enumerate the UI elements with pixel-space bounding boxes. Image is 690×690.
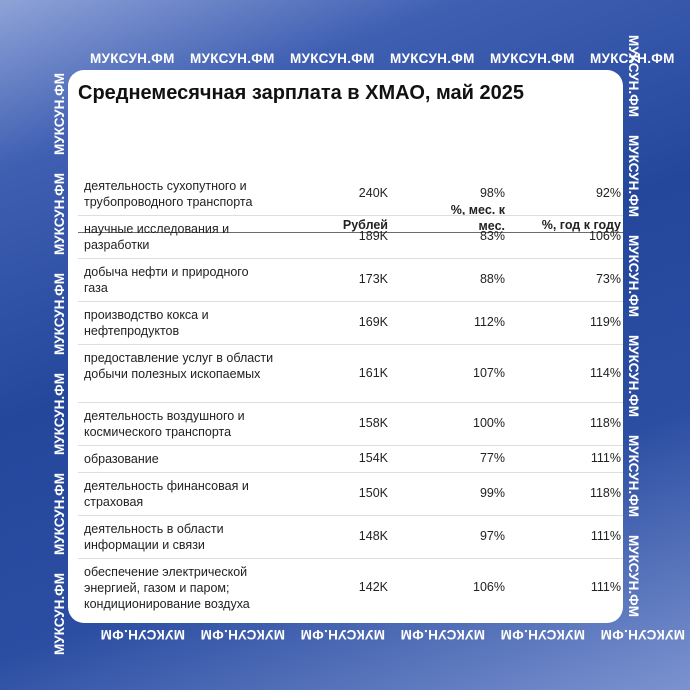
industry-name: добыча нефти и природного газа <box>84 265 249 295</box>
rubles-value: 158K <box>358 416 388 430</box>
mom-value: 77% <box>479 451 505 465</box>
watermark-text: МУКСУН.ФМ <box>52 73 67 155</box>
industry-name: научные исследования и разработки <box>84 222 230 252</box>
rubles-value: 154K <box>358 451 388 465</box>
watermark-text: МУКСУН.ФМ <box>52 473 67 555</box>
watermark-text: МУКСУН.ФМ <box>300 627 385 642</box>
mom-value: 83% <box>479 229 505 243</box>
rubles-value: 161K <box>358 366 388 380</box>
column-header-rubles: Рублей <box>342 218 388 232</box>
watermark-text: МУКСУН.ФМ <box>626 235 641 317</box>
table-row <box>78 473 623 516</box>
watermark-text: МУКСУН.ФМ <box>52 173 67 255</box>
watermark-text: МУКСУН.ФМ <box>590 51 675 66</box>
rubles-value: 189K <box>358 229 388 243</box>
mom-value: 97% <box>479 529 505 543</box>
rubles-value: 148K <box>358 529 388 543</box>
watermark-text: МУКСУН.ФМ <box>626 35 641 117</box>
yoy-value: 118% <box>589 416 621 430</box>
watermark-text: МУКСУН.ФМ <box>100 627 185 642</box>
mom-value: 106% <box>473 580 505 594</box>
mom-value: 107% <box>473 366 505 380</box>
industry-name: образование <box>84 452 159 466</box>
industry-name: предоставление услуг в области добычи полезных ископаемых <box>84 351 274 381</box>
mom-value: 88% <box>479 272 505 286</box>
yoy-value: 118% <box>589 486 621 500</box>
industry-name: деятельность воздушного и космического транспорта <box>84 409 245 439</box>
yoy-value: 106% <box>589 229 621 243</box>
mom-value: 98% <box>479 186 505 200</box>
table-row <box>78 559 623 616</box>
watermark-text: МУКСУН.ФМ <box>52 373 67 455</box>
table-row <box>78 216 623 259</box>
industry-name: деятельность в области информации и связи <box>84 522 224 552</box>
watermark-text: МУКСУН.ФМ <box>626 535 641 617</box>
salary-card <box>68 70 623 623</box>
yoy-value: 114% <box>589 366 621 380</box>
column-header-yoy: %, год к году <box>541 218 621 232</box>
watermark-text: МУКСУН.ФМ <box>626 135 641 217</box>
industry-name: деятельность финансовая и страховая <box>84 479 249 509</box>
watermark-text: МУКСУН.ФМ <box>200 627 285 642</box>
watermark-text: МУКСУН.ФМ <box>490 51 575 66</box>
yoy-value: 92% <box>595 186 621 200</box>
industry-name: деятельность сухопутного и трубопроводного транспорта <box>84 179 253 209</box>
watermark-text: МУКСУН.ФМ <box>90 51 175 66</box>
mom-value: 100% <box>473 416 505 430</box>
yoy-value: 111% <box>590 529 621 543</box>
watermark-text: МУКСУН.ФМ <box>500 627 585 642</box>
watermark-text: МУКСУН.ФМ <box>52 273 67 355</box>
watermark-text: МУКСУН.ФМ <box>390 51 475 66</box>
rubles-value: 150K <box>358 486 388 500</box>
industry-name: обеспечение электрической энергией, газом и паром; кондиционирование воздуха <box>84 565 250 611</box>
table-row <box>78 403 623 446</box>
column-header-mom: %, мес. к мес. <box>450 203 505 233</box>
table-row <box>78 302 623 345</box>
watermark-text: МУКСУН.ФМ <box>52 573 67 655</box>
page-title: Среднемесячная зарплата в ХМАО, май 2025 <box>78 82 525 104</box>
rubles-value: 173K <box>358 272 388 286</box>
rubles-value: 142K <box>358 580 388 594</box>
yoy-value: 119% <box>589 315 621 329</box>
rubles-value: 240K <box>358 186 388 200</box>
watermark-text: МУКСУН.ФМ <box>626 435 641 517</box>
table-row <box>78 516 623 559</box>
table-row <box>78 345 623 403</box>
watermark-text: МУКСУН.ФМ <box>400 627 485 642</box>
watermark-text: МУКСУН.ФМ <box>626 335 641 417</box>
yoy-value: 111% <box>590 580 621 594</box>
industry-name: производство кокса и нефтепродуктов <box>84 308 209 338</box>
rubles-value: 169K <box>358 315 388 329</box>
yoy-value: 111% <box>590 451 621 465</box>
yoy-value: 73% <box>595 272 621 286</box>
watermark-text: МУКСУН.ФМ <box>600 627 685 642</box>
table-row <box>78 173 623 216</box>
watermark-top <box>0 51 690 69</box>
watermark-bottom <box>0 624 690 642</box>
mom-value: 112% <box>473 315 505 329</box>
watermark-text: МУКСУН.ФМ <box>190 51 275 66</box>
mom-value: 99% <box>479 486 505 500</box>
watermark-text: МУКСУН.ФМ <box>290 51 375 66</box>
table-row <box>78 446 623 473</box>
watermark-right <box>623 0 641 690</box>
table-body <box>78 173 623 616</box>
table-row <box>78 259 623 302</box>
